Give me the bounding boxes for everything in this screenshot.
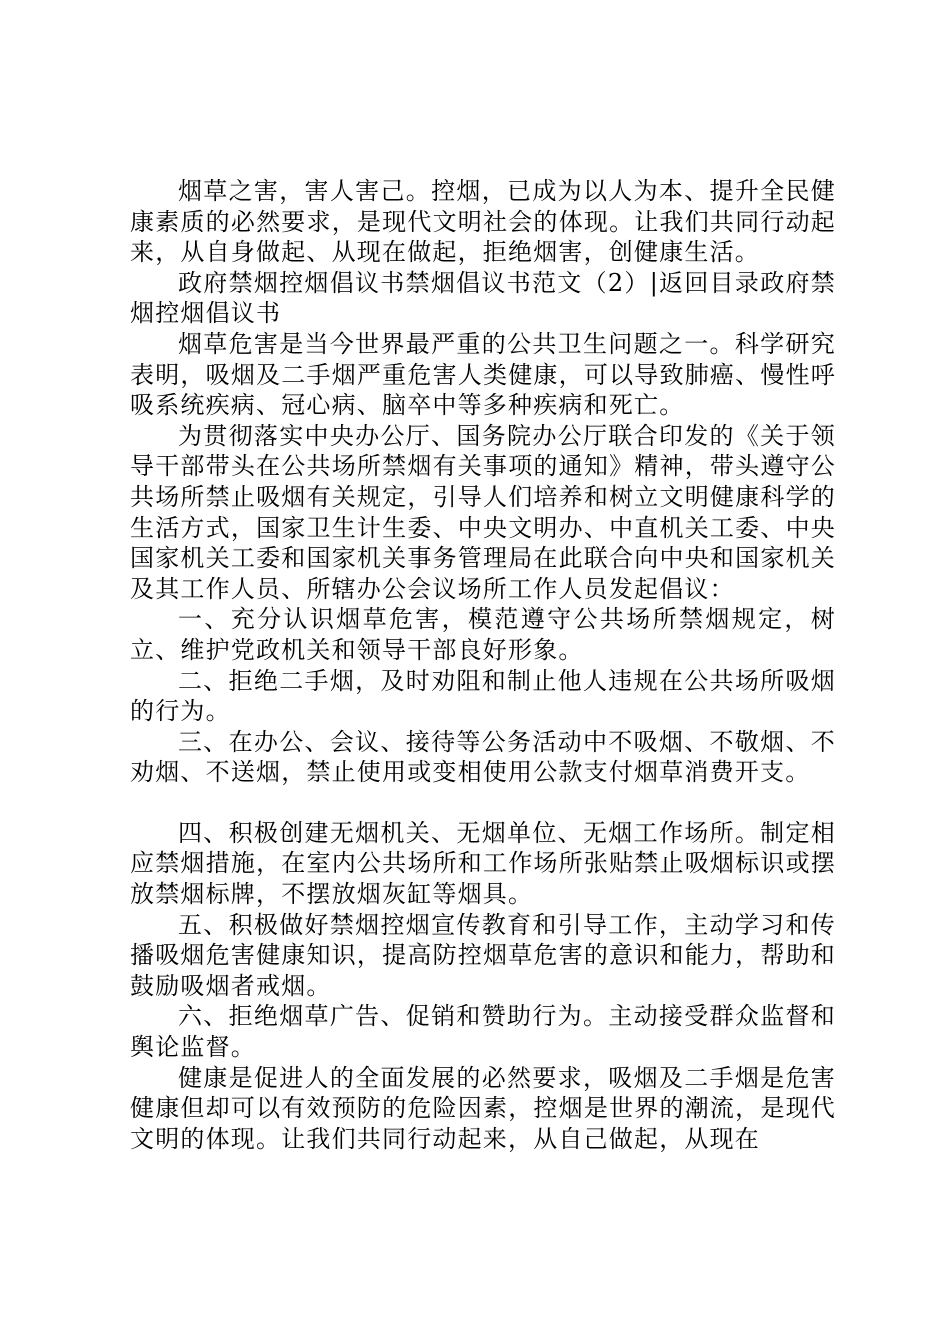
document-body — [130, 176, 836, 1154]
paragraph-closing: 健康是促进人的全面发展的必然要求，吸烟及二手烟是危害健康但却可以有效预防的危险因素，控烟是世界的潮流，是现代文明的体现。让我们共同行动起来，从自己做起，从现在 — [130, 1063, 836, 1153]
paragraph-item-3: 三、在办公、会议、接待等公务活动中不吸烟、不敬烟、不劝烟、不送烟，禁止使用或变相使用公款支付烟草消费开支。 — [130, 727, 836, 787]
paragraph-item-4: 四、积极创建无烟机关、无烟单位、无烟工作场所。制定相应禁烟措施，在室内公共场所和工作场所张贴禁止吸烟标识或摆放禁烟标牌，不摆放烟灰缸等烟具。 — [130, 818, 836, 909]
paragraph-item-5: 五、积极做好禁烟控烟宣传教育和引导工作，主动学习和传播吸烟危害健康知识，提高防控烟草危害的意识和能力，帮助和鼓励吸烟者戒烟。 — [130, 910, 836, 1000]
paragraph-intro: 烟草之害，害人害己。控烟，已成为以人为本、提升全民健康素质的必然要求，是现代文明社会的体现。让我们共同行动起来，从自身做起、从现在做起，拒绝烟害，创健康生活。 — [130, 177, 836, 267]
paragraph-purpose: 为贯彻落实中央办公厅、国务院办公厅联合印发的《关于领导干部带头在公共场所禁烟有关事项的通知》精神，带头遵守公共场所禁止吸烟有关规定，引导人们培养和树立文明健康科学的生活方式，国家卫生计生委、中央文明办、中直机关工委、中央国家机关工委和国家机关事务管理局在此联合向中央和国家机关及其工作人员、所辖办公会议场所工作人员发起倡议： — [130, 421, 836, 603]
paragraph-item-1: 一、充分认识烟草危害，模范遵守公共场所禁烟规定，树立、维护党政机关和领导干部良好形象。 — [130, 605, 836, 664]
paragraph-item-6: 六、拒绝烟草广告、促销和赞助行为。主动接受群众监督和舆论监督。 — [130, 1002, 836, 1062]
paragraph-heading: 政府禁烟控烟倡议书禁烟倡议书范文（2）|返回目录政府禁烟控烟倡议书 — [130, 268, 836, 328]
paragraph-item-2: 二、拒绝二手烟，及时劝阻和制止他人违规在公共场所吸烟的行为。 — [130, 666, 836, 726]
paragraph-harm: 烟草危害是当今世界最严重的公共卫生问题之一。科学研究表明，吸烟及二手烟严重危害人类健康，可以导致肺癌、慢性呼吸系统疾病、冠心病、脑卒中等多种疾病和死亡。 — [130, 329, 836, 420]
